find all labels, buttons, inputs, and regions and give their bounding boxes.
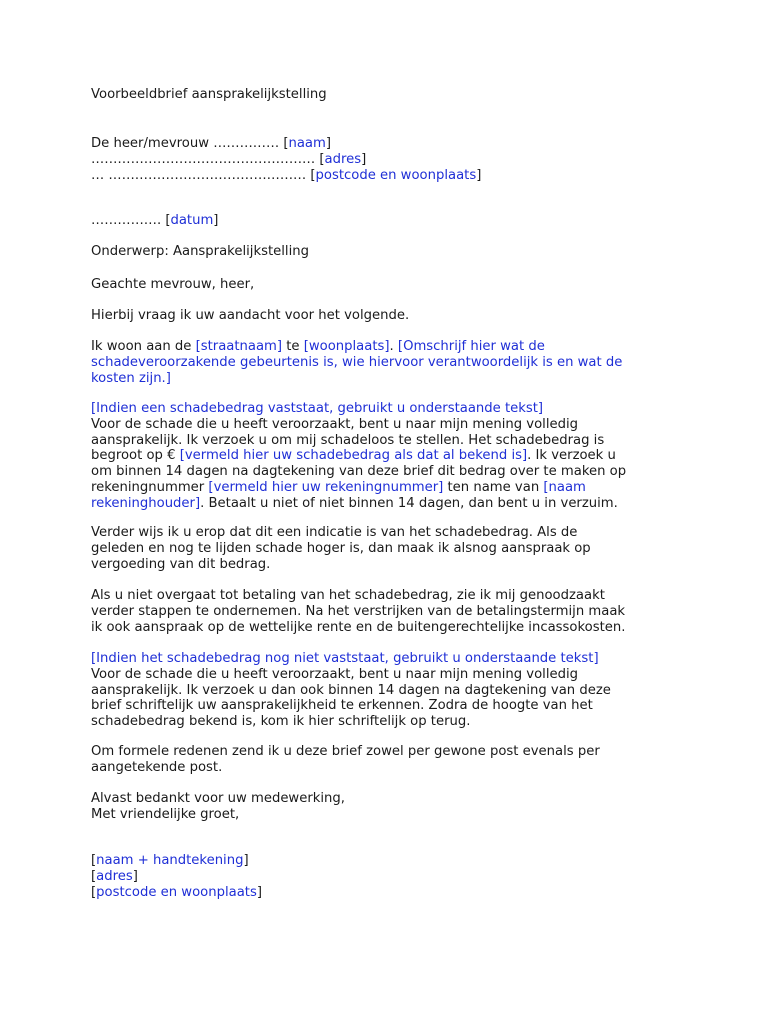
letter-text: Als u niet overgaat tot betaling van het schadebedrag, zie ik mij genoodzaakt bbox=[91, 588, 605, 603]
placeholder-text: postcode en woonplaats bbox=[96, 884, 257, 900]
text-line bbox=[91, 791, 345, 807]
text-line bbox=[91, 480, 626, 496]
letter-text: Alvast bedankt voor uw medewerking, bbox=[91, 791, 345, 806]
text-line bbox=[91, 698, 611, 714]
text-line bbox=[91, 667, 611, 683]
letter-text: … ……………………………………… [ bbox=[91, 167, 316, 183]
placeholder-text: adres bbox=[96, 868, 133, 884]
date-line bbox=[91, 213, 218, 229]
letter-text: . Ik verzoek u bbox=[527, 448, 616, 464]
letter-text: om binnen 14 dagen na dagtekening van deze brief dit bedrag over te maken op bbox=[91, 464, 627, 480]
letter-text: ] bbox=[243, 853, 249, 868]
salutation: Geachte mevrouw, heer, bbox=[91, 277, 255, 292]
letter-text: ] bbox=[325, 136, 332, 151]
text-line bbox=[91, 853, 262, 869]
placeholder-text: postcode en woonplaats bbox=[315, 167, 477, 183]
text-line bbox=[91, 744, 600, 760]
letter-text: …………………………………………… [ bbox=[91, 151, 325, 167]
letter-text: ] bbox=[213, 213, 219, 228]
letter-text: Om formele redenen zend ik u deze brief zowel per gewone post evenals per bbox=[91, 744, 600, 759]
placeholder-text: [straatnaam] bbox=[195, 339, 283, 354]
letter-text: vergoeding van dit bedrag. bbox=[91, 556, 271, 572]
text-line bbox=[91, 683, 611, 699]
letter-text: begroot op € bbox=[91, 448, 180, 464]
text-line bbox=[91, 714, 611, 730]
letter-text: . bbox=[389, 339, 398, 354]
recipient-block bbox=[91, 136, 481, 183]
letter-text: ] bbox=[361, 151, 367, 167]
placeholder-text: naam + handtekening bbox=[96, 853, 244, 868]
signature-block bbox=[91, 853, 262, 900]
recipient-address-line bbox=[91, 152, 481, 168]
recipient-postcode-line bbox=[91, 168, 481, 184]
placeholder-text: [vermeld hier uw rekeningnummer] bbox=[208, 479, 444, 495]
text-line bbox=[91, 869, 262, 885]
letter-text: Verder wijs ik u erop dat dit een indicatie is van het schadebedrag. Als de bbox=[91, 525, 578, 540]
closing-block bbox=[91, 791, 345, 823]
text-line bbox=[91, 885, 262, 901]
placeholder-text: [woonplaats] bbox=[303, 339, 390, 354]
placeholder-text: rekeninghouder] bbox=[91, 495, 201, 511]
text-line bbox=[91, 433, 626, 449]
letter-text: schadebedrag bekend is, kom ik hier schriftelijk op terug. bbox=[91, 714, 471, 730]
placeholder-text: naam bbox=[288, 136, 326, 151]
text-line bbox=[91, 604, 625, 620]
letter-text: aansprakelijk. Ik verzoek u om mij schadeloos te stellen. Het schadebedrag is bbox=[91, 432, 605, 448]
placeholder-text: datum bbox=[170, 213, 214, 228]
text-line bbox=[91, 557, 591, 573]
formal-reasons-paragraph bbox=[91, 744, 600, 776]
text-line bbox=[91, 760, 600, 776]
letter-text: [ bbox=[91, 868, 97, 884]
text-line bbox=[91, 339, 622, 355]
text-line bbox=[91, 620, 625, 636]
letter-text: De heer/mevrouw …………… [ bbox=[91, 136, 289, 151]
letter-text: ten name van bbox=[443, 479, 544, 495]
text-line bbox=[91, 371, 622, 387]
text-line bbox=[91, 448, 626, 464]
letter-text: ] bbox=[132, 868, 138, 884]
placeholder-text: [vermeld hier uw schadebedrag als dat al bekend is] bbox=[179, 448, 528, 464]
placeholder-text: [Indien een schadebedrag vaststaat, gebruikt u onderstaande tekst] bbox=[91, 401, 544, 416]
letter-text: Met vriendelijke groet, bbox=[91, 806, 240, 822]
further-claim-paragraph bbox=[91, 525, 591, 572]
letter-text: ] bbox=[256, 884, 262, 900]
text-line bbox=[91, 541, 591, 557]
letter-title: Voorbeeldbrief aansprakelijkstelling bbox=[91, 87, 327, 102]
text-line bbox=[91, 651, 611, 667]
letter-text: aansprakelijk. Ik verzoek u dan ook binnen 14 dagen na dagtekening van deze bbox=[91, 682, 611, 698]
recipient-name-line bbox=[91, 136, 481, 152]
letter-text: . Betaalt u niet of niet binnen 14 dagen, dan bent u in verzuim. bbox=[200, 495, 618, 511]
letter-text: verder stappen te ondernemen. Na het verstrijken van de betalingstermijn maak bbox=[91, 603, 626, 619]
text-line bbox=[91, 355, 622, 371]
placeholder-text: [Indien het schadebedrag nog niet vaststaat, gebruikt u onderstaande tekst] bbox=[91, 651, 599, 666]
text-line bbox=[91, 525, 591, 541]
text-line bbox=[91, 588, 625, 604]
text-line bbox=[91, 496, 626, 512]
text-line bbox=[91, 807, 345, 823]
letter-text: ……………. [ bbox=[91, 213, 171, 228]
placeholder-text: adres bbox=[324, 151, 362, 167]
letter-text: geleden en nog te lijden schade hoger is, dan maak ik alsnog aanspraak op bbox=[91, 540, 591, 556]
placeholder-text: kosten zijn.] bbox=[91, 370, 171, 386]
placeholder-text: [naam bbox=[543, 479, 586, 495]
known-amount-paragraph bbox=[91, 401, 626, 512]
no-payment-paragraph bbox=[91, 588, 625, 635]
letter-text: [ bbox=[91, 884, 97, 900]
subject-line: Onderwerp: Aansprakelijkstelling bbox=[91, 244, 309, 259]
intro-paragraph: Hierbij vraag ik uw aandacht voor het volgende. bbox=[91, 308, 410, 323]
letter-text: te bbox=[282, 339, 304, 354]
placeholder-text: [Omschrijf hier wat de bbox=[397, 339, 545, 354]
letter-text: Voor de schade die u heeft veroorzaakt, bent u naar mijn mening volledig bbox=[91, 666, 579, 682]
letter-text: aangetekende post. bbox=[91, 759, 223, 775]
letter-text: ] bbox=[476, 167, 482, 183]
placeholder-text: schadeveroorzakende gebeurtenis is, wie hiervoor verantwoordelijk is en wat de bbox=[91, 354, 623, 370]
text-line bbox=[91, 401, 626, 417]
event-paragraph bbox=[91, 339, 622, 386]
unknown-amount-paragraph bbox=[91, 651, 611, 730]
letter-text: [ bbox=[91, 853, 97, 868]
text-line bbox=[91, 464, 626, 480]
text-line bbox=[91, 417, 626, 433]
letter-text: rekeningnummer bbox=[91, 479, 209, 495]
letter-text: Voor de schade die u heeft veroorzaakt, bent u naar mijn mening volledig bbox=[91, 416, 579, 432]
letter-text: brief schriftelijk uw aansprakelijkheid te erkennen. Zodra de hoogte van het bbox=[91, 698, 593, 714]
letter-text: ik ook aanspraak op de wettelijke rente en de buitengerechtelijke incassokosten. bbox=[91, 619, 626, 635]
letter-text: Ik woon aan de bbox=[91, 339, 196, 354]
